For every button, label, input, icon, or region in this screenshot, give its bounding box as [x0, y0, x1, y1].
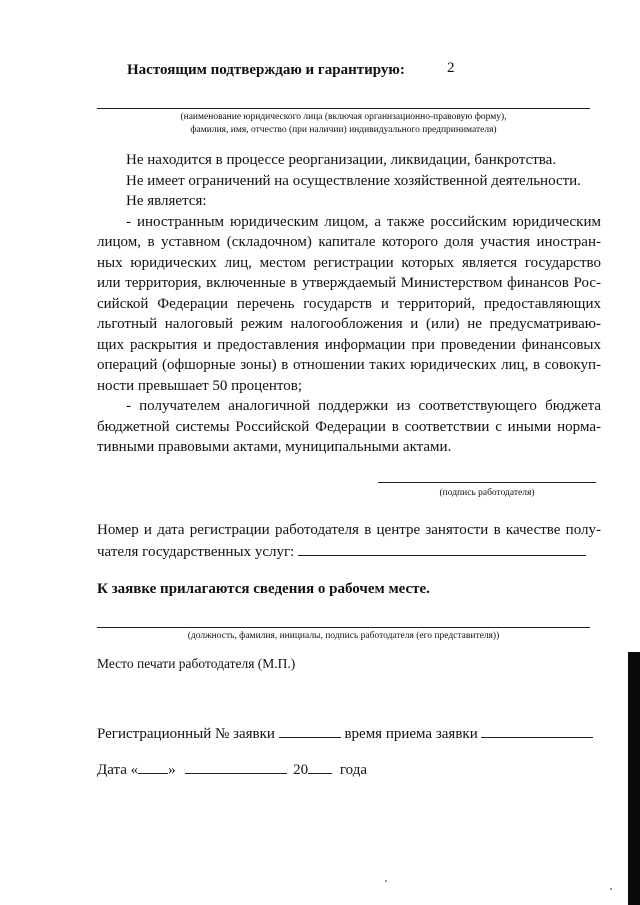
registration-number-field[interactable]: [298, 541, 586, 556]
registration-block: [97, 520, 601, 561]
registration-label: чателя государственных услуг:: [97, 543, 295, 560]
foreign-entity-line: ных юридических лиц, местом регистрации которых является государство: [97, 254, 601, 271]
reception-time-field[interactable]: [481, 723, 593, 738]
employer-signature-caption: (подпись работодателя): [439, 488, 535, 498]
scan-speck: [385, 880, 387, 882]
registration-line1: Номер и дата регистрации работодателя в центре занятости в качестве полу-: [97, 522, 601, 538]
foreign-entity-line: - иностранным юридическим лицом, а также российским юридическим: [126, 213, 601, 230]
date-label: Дата «: [97, 762, 139, 778]
statement-no-reorganization: Не находится в процессе реорганизации, ликвидации, банкротства.: [126, 152, 557, 168]
application-number-label: Регистрационный № заявки: [97, 726, 275, 742]
representative-line[interactable]: [97, 627, 590, 628]
support-recipient-line: - получателем аналогичной поддержки из соответствующего бюджета: [126, 398, 601, 414]
representative-caption: (должность, фамилия, инициалы, подпись работодателя (его представителя)): [187, 631, 500, 641]
entity-caption-line1: (наименование юридического лица (включая организационно-правовую форму),: [180, 112, 507, 122]
foreign-entity-line: или территория, включенные в утверждаемый Министерством финансов Рос-: [97, 275, 601, 291]
page-heading: Настоящим подтверждаю и гарантирую:: [127, 62, 405, 78]
statement-is-not: Не является:: [126, 193, 207, 209]
page-number: 2: [447, 60, 455, 76]
scan-speck: [610, 888, 612, 890]
application-number-field[interactable]: [279, 723, 341, 738]
registration-line2: [97, 541, 601, 562]
foreign-entity-line: щих раскрытия и предоставления информации при проведении финансовых: [97, 336, 601, 353]
reception-time-label: время приема заявки: [344, 726, 478, 742]
date-close-quote: »: [168, 762, 176, 778]
date-year-field[interactable]: [308, 759, 332, 774]
foreign-entity-line: операций (офшорные зоны) в отношении таких юридических лиц, в совокуп-: [97, 357, 601, 373]
application-registration-row: [97, 723, 597, 743]
foreign-entity-line: льготный налоговый режим налогообложения и (или) не предусматриваю-: [97, 316, 601, 332]
date-year-word: года: [339, 762, 368, 778]
attachment-heading: К заявке прилагаются сведения о рабочем месте.: [97, 581, 430, 597]
date-day-field[interactable]: [138, 759, 168, 774]
date-year-prefix: 20: [293, 762, 309, 778]
entity-name-line[interactable]: [97, 108, 590, 109]
employer-signature-line[interactable]: [378, 482, 596, 483]
support-recipient-line: бюджетной системы Российской Федерации в соответствии с иными норма-: [97, 418, 601, 435]
stamp-place-label: Место печати работодателя (М.П.): [97, 656, 296, 671]
scan-edge-shadow: [628, 652, 640, 905]
foreign-entity-line: сийской Федерации перечень государств и территорий, предоставляющих: [97, 295, 601, 312]
date-month-field[interactable]: [185, 759, 287, 774]
support-recipient-line: тивными правовыми актами, муниципальными актами.: [97, 439, 452, 455]
foreign-entity-line: ности превышает 50 процентов;: [97, 377, 303, 394]
entity-caption-line2: фамилия, имя, отчество (при наличии) индивидуального предпринимателя): [190, 125, 497, 135]
statement-no-restrictions: Не имеет ограничений на осуществление хозяйственной деятельности.: [126, 172, 581, 189]
foreign-entity-line: лицом, в уставном (складочном) капитале которого доля участия иностран-: [97, 234, 601, 250]
statements-block: [97, 150, 601, 458]
date-row: [97, 759, 367, 779]
